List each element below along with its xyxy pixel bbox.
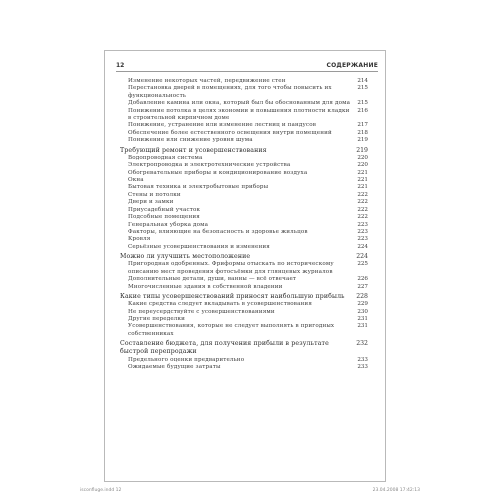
- toc-entry-title: Составление бюджета, для получения прибыли в результате быстрой перепродажи: [120, 340, 329, 356]
- toc-entry-row: [128, 130, 368, 137]
- toc-entry-title: Требующий ремонт и усовершенствования: [120, 146, 267, 154]
- toc-entry-page: 223: [357, 236, 368, 243]
- toc-heading-row: [120, 340, 368, 356]
- toc-entry-title: Можно ли улучшить местоположение: [120, 253, 251, 261]
- toc-entry-page: 214: [357, 78, 368, 84]
- toc-entry-title: Окна: [128, 177, 144, 184]
- toc-entry-page: 220: [357, 162, 368, 169]
- toc-entry-title: Какие типы усовершенствований приносят наибольшую прибыль: [120, 292, 345, 300]
- toc-entry-page: 221: [357, 177, 368, 184]
- toc-entry-row: [128, 100, 368, 107]
- toc-entry-title: Электропроводка и электротехнические устройства: [128, 162, 291, 169]
- toc-entry-title: Факторы, влияющие на безопасность и здоровье жильцов: [128, 228, 308, 235]
- toc-entry-row: [128, 284, 368, 291]
- toc-entry-row: [128, 244, 368, 251]
- toc-entry-title: Усовершенствования, которые не следует выполнять в пригодных собственниках: [128, 323, 335, 337]
- toc-entry-page: 222: [357, 191, 368, 198]
- toc-entry-page: 225: [357, 261, 368, 268]
- toc-entry-row: [128, 192, 368, 199]
- toc-entry-title: Кровля: [128, 236, 151, 243]
- toc-entry-page: 222: [357, 206, 368, 213]
- toc-entry-row: [128, 261, 368, 276]
- toc-entry-row: [128, 276, 368, 283]
- toc-entry-page: 215: [357, 100, 368, 107]
- toc-entry-row: [128, 85, 368, 100]
- toc-heading-row: [120, 293, 368, 301]
- toc-entry-row: [128, 364, 368, 371]
- toc-entry-title: Бытовая техника и электробытовые приборы: [128, 184, 269, 191]
- toc-entry-title: Не переусердствуйте с усовершенствованиями: [128, 308, 275, 315]
- toc-entry-title: Ожидаемые будущие затраты: [128, 364, 221, 371]
- toc-entry-title: Генеральная уборка дома: [128, 221, 209, 228]
- running-head: [116, 59, 378, 72]
- toc-entry-title: Обогревательные приборы и кондиционирование воздуха: [128, 169, 308, 176]
- toc-entry-page: 229: [357, 301, 368, 308]
- trim-line-left: [104, 51, 105, 481]
- toc-entry-row: [128, 222, 368, 229]
- toc-entry-row: [128, 309, 368, 316]
- toc-entry-page: 220: [357, 154, 368, 161]
- toc-entry-row: [128, 229, 368, 236]
- trim-line-top: [104, 50, 386, 51]
- toc-entry-page: 232: [356, 340, 368, 348]
- toc-entry-page: 217: [357, 122, 368, 129]
- section-title: СОДЕРЖАНИЕ: [326, 62, 378, 69]
- toc-entry-title: Понижение потолка в целях экономии и повышения плотности кладки в строительной кирпичном доме: [128, 107, 350, 122]
- toc-entry-title: Дополнительные детали, души, ванны — всё отвечает: [128, 276, 297, 283]
- toc-entry-row: [128, 301, 368, 308]
- toc-entry-page: 224: [357, 243, 368, 250]
- toc-entry-title: Понижение, устранение или изменение лестниц и пандусов: [128, 122, 317, 129]
- trim-line-right: [385, 51, 386, 481]
- toc-entry-row: [128, 316, 368, 323]
- toc-entry-page: 226: [357, 276, 368, 283]
- toc-entry-title: Серьёзные усовершенствования и изменения: [128, 243, 270, 250]
- toc-entry-page: 221: [357, 184, 368, 191]
- toc-entry-title: Приусадебный участок: [128, 206, 201, 213]
- toc-entry-title: Добавление камина или окна, который был бы обоснованным для дома: [128, 100, 351, 107]
- toc-entry-page: 233: [357, 364, 368, 371]
- footer-filename: isconfluge.indd 12: [80, 488, 122, 493]
- table-of-contents: [120, 78, 368, 371]
- toc-entry-title: Пригородная одобренных. Фриформы отыскать по историческому описанию мест проведения фотосъёмки для глянцевых журналов: [128, 261, 334, 275]
- toc-entry-row: [128, 155, 368, 162]
- footer-timestamp: 23.04.2008 17:42:13: [372, 488, 420, 493]
- toc-entry-page: 223: [357, 221, 368, 228]
- toc-entry-title: Изменение некоторых частей, передвижение стен: [128, 78, 286, 84]
- toc-entry-title: Подсобные помещения: [128, 214, 200, 221]
- toc-entry-page: 219: [356, 146, 368, 154]
- toc-entry-row: [128, 207, 368, 214]
- toc-entry-title: Двери и замки: [128, 199, 174, 206]
- toc-entry-title: Стены и потолки: [128, 191, 181, 198]
- toc-heading-row: [120, 147, 368, 155]
- toc-entry-page: 219: [357, 137, 368, 144]
- toc-entry-row: [128, 108, 368, 123]
- toc-entry-title: Какие средства следует вкладывать в усовершенствования: [128, 301, 312, 308]
- toc-entry-row: [128, 199, 368, 206]
- toc-entry-row: [128, 170, 368, 177]
- toc-entry-page: 216: [357, 107, 368, 114]
- toc-entry-page: 221: [357, 169, 368, 176]
- toc-entry-page: 233: [357, 356, 368, 363]
- toc-entry-title: Предельного оценки предварительно: [128, 356, 245, 363]
- toc-entry-page: 218: [357, 129, 368, 136]
- toc-entry-page: 231: [357, 315, 368, 322]
- toc-entry-page: 230: [357, 308, 368, 315]
- toc-entry-page: 223: [357, 228, 368, 235]
- toc-entry-row: [128, 137, 368, 144]
- trim-line-bottom: [104, 481, 386, 482]
- toc-entry-page: 215: [357, 85, 368, 92]
- toc-entry-page: 231: [357, 323, 368, 330]
- toc-entry-row: [128, 214, 368, 221]
- toc-entry-title: Другие переделки: [128, 315, 186, 322]
- toc-entry-row: [128, 357, 368, 364]
- toc-entry-title: Обеспечение более естественного освещения внутри помещений: [128, 129, 332, 136]
- toc-entry-title: Многочисленные здания в собственной владении: [128, 283, 283, 290]
- toc-entry-row: [128, 122, 368, 129]
- toc-entry-title: Перестановка дверей в помещениях, для того чтобы повысить их функциональность: [128, 85, 332, 99]
- toc-entry-title: Понижение или снижение уровня шума: [128, 137, 253, 144]
- toc-entry-page: 222: [357, 214, 368, 221]
- toc-entry-row: [128, 236, 368, 243]
- toc-entry-row: [128, 162, 368, 169]
- toc-entry-row: [128, 184, 368, 191]
- print-footer: [80, 488, 420, 496]
- toc-entry-row: [128, 323, 368, 338]
- toc-entry-title: Водопроводная система: [128, 154, 203, 161]
- toc-entry-page: 228: [356, 292, 368, 300]
- toc-entry-page: 222: [357, 199, 368, 206]
- toc-entry-page: 227: [357, 283, 368, 290]
- toc-entry-page: 224: [356, 253, 368, 261]
- page-number: 12: [116, 62, 125, 69]
